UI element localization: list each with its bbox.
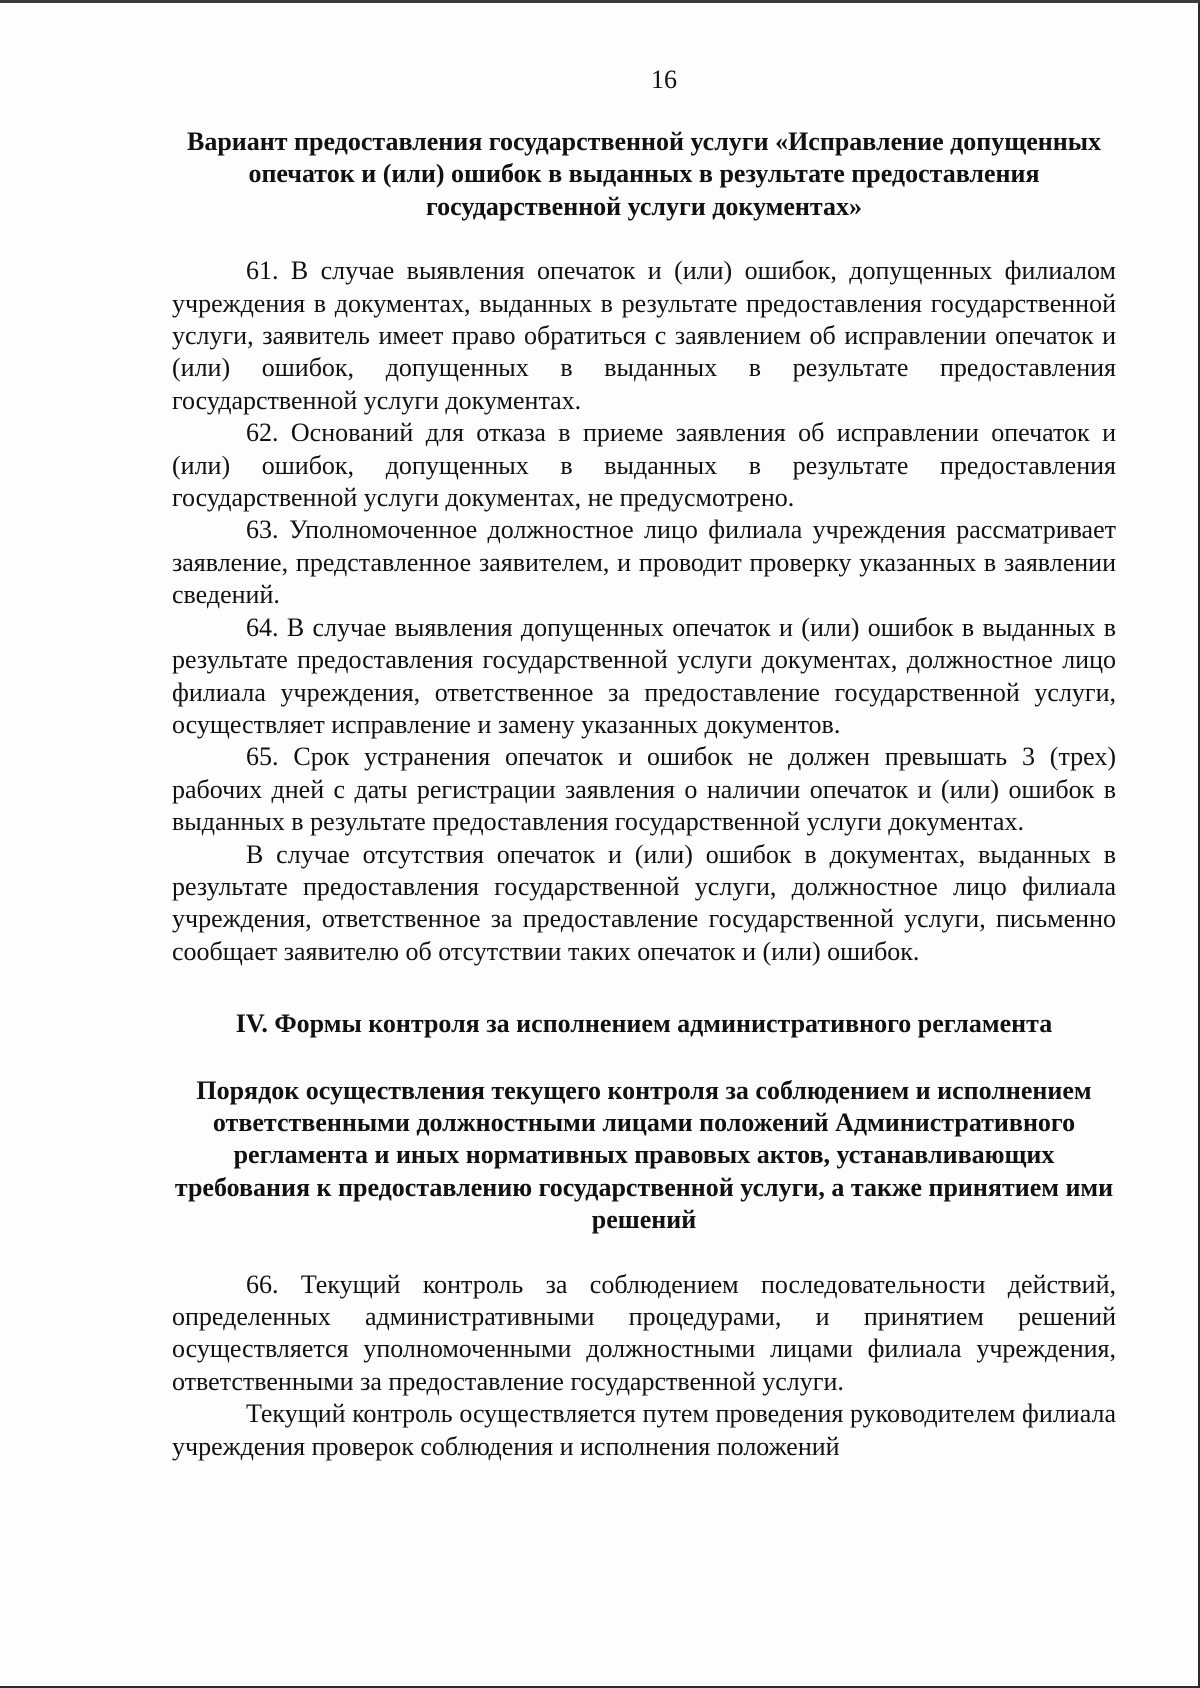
paragraph-66: 66. Текущий контроль за соблюдением последовательности действий, определенных административными процедурами, и принятием решений осуществляется уполномоченными должностными лицами филиала учреждения, ответственными за предоставление государственной услуги. [172, 1269, 1116, 1396]
paragraph-63: 63. Уполномоченное должностное лицо филиала учреждения рассматривает заявление, представленное заявителем, и проводит проверку указанных в заявлении сведений. [172, 515, 1116, 610]
paragraph-block-1 [172, 255, 1116, 968]
paragraph-64: 64. В случае выявления допущенных опечаток и (или) ошибок в выданных в результате предоставления государственной услуги документах, должностное лицо филиала учреждения, ответственное за предоставление государственной услуги, осуществляет исправление и замену указанных документов. [172, 612, 1116, 739]
paragraph-65-continuation: В случае отсутствия опечаток и (или) ошибок в документах, выданных в результате предоставления государственной услуги, должностное лицо филиала учреждения, ответственное за предоставление государственной услуги, письменно сообщает заявителю об отсутствии таких опечаток и (или) ошибок. [172, 839, 1116, 966]
paragraph-66-continuation: Текущий контроль осуществляется путем проведения руководителем филиала учреждения проверок соблюдения и исполнения положений [172, 1399, 1116, 1461]
page-content [172, 60, 1116, 1463]
page-number: 16 [651, 65, 677, 94]
subsection-heading: Порядок осуществления текущего контроля за соблюдением и исполнением ответственными должностными лицами положений Административного регламента и иных нормативных правовых актов, устанавливающих требования к предоставлению государственной услуги, а также принятием ими решений [174, 1075, 1114, 1235]
paragraph-65: 65. Срок устранения опечаток и ошибок не должен превышать 3 (трех) рабочих дней с даты регистрации заявления о наличии опечаток и (или) ошибок в выданных в результате предоставления государственной услуги документах. [172, 742, 1116, 837]
variant-heading: Вариант предоставления государственной услуги «Исправление допущенных опечаток и (или) ошибок в выданных в результате предоставления государственной услуги документах» [187, 127, 1101, 221]
paragraph-62: 62. Оснований для отказа в приеме заявления об исправлении опечаток и (или) ошибок, допущенных в выданных в результате предоставления государственной услуги документах, не предусмотрено. [172, 418, 1116, 513]
paragraph-block-2 [172, 1269, 1116, 1463]
section-heading: IV. Формы контроля за исполнением административного регламента [235, 1009, 1053, 1039]
paragraph-61: 61. В случае выявления опечаток и (или) ошибок, допущенных филиалом учреждения в документах, выданных в результате предоставления государственной услуги, заявитель имеет право обратиться с заявлением об исправлении опечаток и (или) ошибок, допущенных в выданных в результате предоставления государственной услуги документах. [172, 256, 1116, 415]
scan-edge-line [0, 0, 1200, 3]
